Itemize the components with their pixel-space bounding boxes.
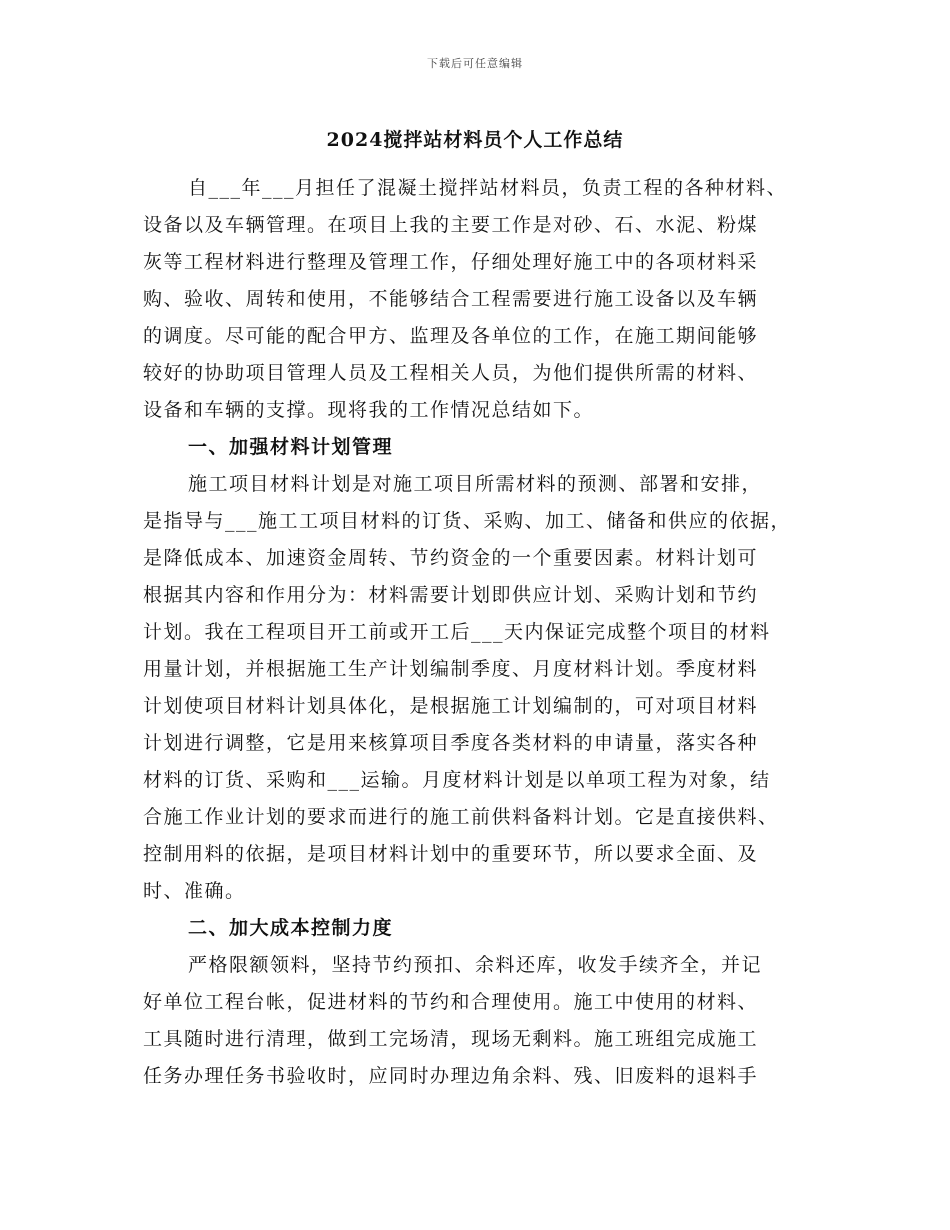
paragraph-line: 计划进行调整，它是用来核算项目季度各类材料的申请量，落实各种 bbox=[143, 732, 759, 754]
paragraph-line: 用量计划，并根据施工生产计划编制季度、月度材料计划。季度材料 bbox=[143, 658, 759, 680]
paragraph-line: 灰等工程材料进行整理及管理工作，仔细处理好施工中的各项材料采 bbox=[143, 251, 759, 273]
document-body bbox=[143, 170, 823, 1095]
paragraph-line: 合施工作业计划的要求而进行的施工前供料备料计划。它是直接供料、 bbox=[143, 806, 779, 828]
paragraph-line: 材料的订货、采购和___运输。月度材料计划是以单项工程为对象，结 bbox=[143, 769, 771, 791]
paragraph-line: 自___年___月担任了混凝土搅拌站材料员，负责工程的各种材料、 bbox=[188, 177, 788, 199]
header-note: 下载后可任意编辑 bbox=[427, 57, 523, 70]
paragraph-line: 好单位工程台帐，促进材料的节约和合理使用。施工中使用的材料、 bbox=[143, 991, 759, 1013]
document-title: 2024搅拌站材料员个人工作总结 bbox=[326, 129, 624, 151]
paragraph-line: 任务办理任务书验收时，应同时办理边角余料、残、旧废料的退料手 bbox=[143, 1065, 759, 1087]
paragraph-line: 严格限额领料，坚持节约预扣、余料还库，收发手续齐全，并记 bbox=[188, 954, 763, 976]
paragraph-line: 设备和车辆的支撑。现将我的工作情况总结如下。 bbox=[143, 399, 595, 421]
paragraph-line: 工具随时进行清理，做到工完场清，现场无剩料。施工班组完成施工 bbox=[143, 1028, 759, 1050]
paragraph-line: 时、准确。 bbox=[143, 880, 246, 902]
paragraph-line: 根据其内容和作用分为：材料需要计划即供应计划、采购计划和节约 bbox=[143, 584, 759, 606]
paragraph-line: 施工项目材料计划是对施工项目所需材料的预测、部署和安排， bbox=[188, 473, 763, 495]
paragraph-line: 是降低成本、加速资金周转、节约资金的一个重要因素。材料计划可 bbox=[143, 547, 759, 569]
section-heading: 二、加大成本控制力度 bbox=[188, 917, 394, 939]
paragraph-line: 计划。我在工程项目开工前或开工后___天内保证完成整个项目的材料 bbox=[143, 621, 771, 643]
paragraph-line: 计划使项目材料计划具体化，是根据施工计划编制的，可对项目材料 bbox=[143, 695, 759, 717]
paragraph-line: 的调度。尽可能的配合甲方、监理及各单位的工作，在施工期间能够 bbox=[143, 325, 759, 347]
paragraph-line: 较好的协助项目管理人员及工程相关人员，为他们提供所需的材料、 bbox=[143, 362, 759, 384]
paragraph-line: 是指导与___施工工项目材料的订货、采购、加工、储备和供应的依据， bbox=[143, 510, 792, 532]
paragraph-line: 购、验收、周转和使用，不能够结合工程需要进行施工设备以及车辆 bbox=[143, 288, 759, 310]
paragraph-line: 设备以及车辆管理。在项目上我的主要工作是对砂、石、水泥、粉煤 bbox=[143, 214, 759, 236]
paragraph-line: 控制用料的依据，是项目材料计划中的重要环节，所以要求全面、及 bbox=[143, 843, 759, 865]
section-heading: 一、加强材料计划管理 bbox=[188, 436, 394, 458]
